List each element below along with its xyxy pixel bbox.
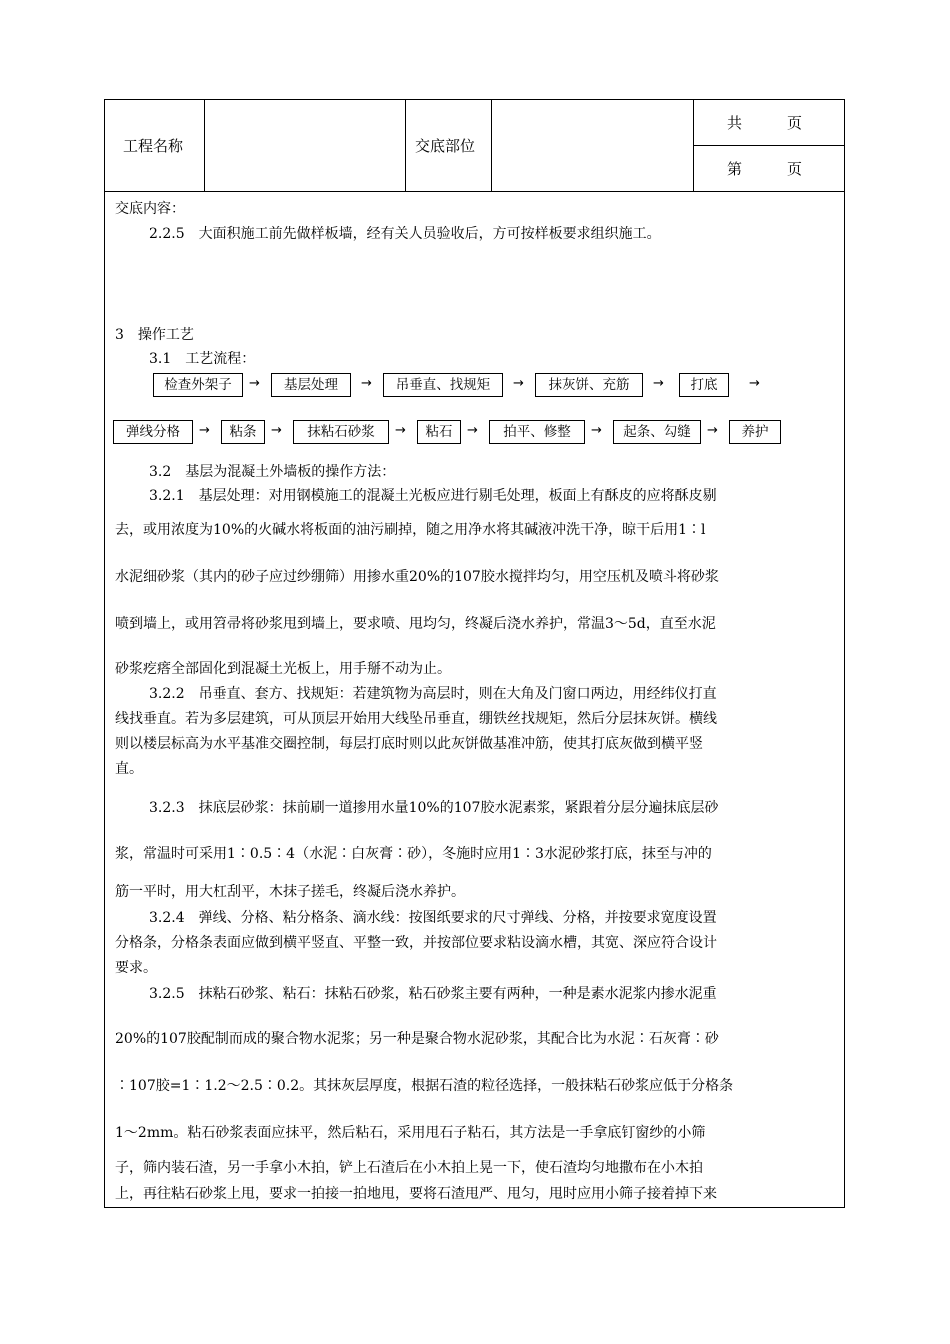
flow-step: 拍平、修整 xyxy=(489,420,585,444)
flow-step: 基层处理 xyxy=(271,373,351,397)
text-line: 去，或用浓度为10%的火碱水将板面的油污刷掉，随之用净水将其碱液冲洗干净，晾干后用1∶l xyxy=(115,522,706,538)
flow-step: 起条、勾缝 xyxy=(613,420,701,444)
text-line: 3.2.1 基层处理：对用钢模施工的混凝土光板应进行剔毛处理，板面上有酥皮的应将酥皮剔 xyxy=(149,488,717,504)
flow-arrow: → xyxy=(513,376,524,391)
total-pages: 共 页 xyxy=(727,114,803,132)
header-table xyxy=(105,100,844,192)
flow-arrow: → xyxy=(653,376,664,391)
flow-arrow: → xyxy=(361,376,372,391)
text-line: 上，再往粘石砂浆上甩，要求一拍接一拍地甩，要将石渣甩严、甩匀，甩时应用小筛子接着掉下来 xyxy=(115,1186,717,1202)
flow-step: 抹粘石砂浆 xyxy=(293,420,389,444)
text-line: 浆，常温时可采用1∶0.5∶4（水泥∶白灰膏∶砂），冬施时应用1∶3水泥砂浆打底，抹至与冲的 xyxy=(115,846,712,862)
flow-arrow: → xyxy=(199,423,210,438)
flow-arrow: → xyxy=(271,423,282,438)
flow-step: 检查外架子 xyxy=(153,373,243,397)
flow-arrow: → xyxy=(249,376,260,391)
text-line: 喷到墙上，或用笤帚将砂浆甩到墙上，要求喷、甩均匀，终凝后浇水养护，常温3～5d，直至水泥 xyxy=(115,616,716,632)
text-line: 直。 xyxy=(115,761,143,777)
col-divider xyxy=(204,100,205,192)
col-divider xyxy=(405,100,406,192)
text-line: 3.2.5 抹粘石砂浆、粘石：抹粘石砂浆，粘石砂浆主要有两种，一种是素水泥浆内掺水泥重 xyxy=(149,986,717,1002)
flow-arrow: → xyxy=(467,423,478,438)
text-line: 3.2.4 弹线、分格、粘分格条、滴水线：按图纸要求的尺寸弹线、分格，并按要求宽度设置 xyxy=(149,910,717,926)
text-line: 1～2mm。粘石砂浆表面应抹平，然后粘石，采用甩石子粘石，其方法是一手拿底钉窗纱的小筛 xyxy=(115,1125,706,1141)
section-heading: 3 操作工艺 xyxy=(115,327,194,343)
project-name-label: 工程名称 xyxy=(123,137,184,155)
flow-step: 打底 xyxy=(679,373,729,397)
flow-arrow: → xyxy=(591,423,602,438)
flow-step: 养护 xyxy=(729,420,781,444)
flow-arrow: → xyxy=(395,423,406,438)
text-line: ∶107胶=1∶1.2～2.5∶0.2。其抹灰层厚度，根据石渣的粒径选择，一般抹粘石砂浆应低于分格条 xyxy=(115,1078,734,1094)
row-divider xyxy=(693,145,844,146)
text-line: 水泥细砂浆（其内的砂子应过纱绷筛）用掺水重20%的107胶水搅拌均匀，用空压机及喷斗将砂浆 xyxy=(115,569,719,585)
text-line: 20%的107胶配制而成的聚合物水泥浆；另一种是聚合物水泥砂浆，其配合比为水泥∶石灰膏∶砂 xyxy=(115,1031,719,1047)
content-label: 交底内容： xyxy=(115,201,185,217)
text-line: 分格条，分格条表面应做到横平竖直、平整一致，并按部位要求粘设滴水槽，其宽、深应符合设计 xyxy=(115,935,717,951)
flow-step: 吊垂直、找规矩 xyxy=(383,373,503,397)
flow-step: 粘石 xyxy=(417,420,461,444)
subsection-heading: 3.1 工艺流程： xyxy=(149,351,256,367)
text-line: 砂浆疙瘩全部固化到混凝土光板上，用手掰不动为止。 xyxy=(115,661,451,677)
location-label: 交底部位 xyxy=(415,137,476,155)
flow-arrow: → xyxy=(749,376,760,391)
text-line: 则以楼层标高为水平基准交圈控制，每层打底时则以此灰饼做基准冲筋，使其打底灰做到横平竖 xyxy=(115,736,703,752)
text-line: 子，筛内装石渣，另一手拿小木拍，铲上石渣后在小木拍上晃一下，使石渣均匀地撒布在小木拍 xyxy=(115,1160,703,1176)
page-number: 第 页 xyxy=(727,160,803,178)
col-divider xyxy=(491,100,492,192)
flow-step: 粘条 xyxy=(221,420,265,444)
form-frame xyxy=(104,99,845,1208)
text-line: 线找垂直。若为多层建筑，可从顶层开始用大线坠吊垂直，绷铁丝找规矩，然后分层抹灰饼。横线 xyxy=(115,711,717,727)
col-divider xyxy=(693,100,694,192)
text-line: 3.2.3 抹底层砂浆：抹前刷一道掺用水量10%的107胶水泥素浆，紧跟着分层分遍抹底层砂 xyxy=(149,800,719,816)
subsection-heading: 3.2 基层为混凝土外墙板的操作方法： xyxy=(149,464,396,480)
text-line: 2.2.5 大面积施工前先做样板墙，经有关人员验收后，方可按样板要求组织施工。 xyxy=(149,226,661,242)
text-line: 3.2.2 吊垂直、套方、找规矩：若建筑物为高层时，则在大角及门窗口两边，用经纬仪打直 xyxy=(149,686,717,702)
flow-arrow: → xyxy=(707,423,718,438)
flow-step: 抹灰饼、充筋 xyxy=(535,373,643,397)
content-area xyxy=(105,192,844,1207)
text-line: 要求。 xyxy=(115,960,157,976)
flow-step: 弹线分格 xyxy=(113,420,193,444)
text-line: 筋一平时，用大杠刮平，木抹子搓毛，终凝后浇水养护。 xyxy=(115,884,465,900)
